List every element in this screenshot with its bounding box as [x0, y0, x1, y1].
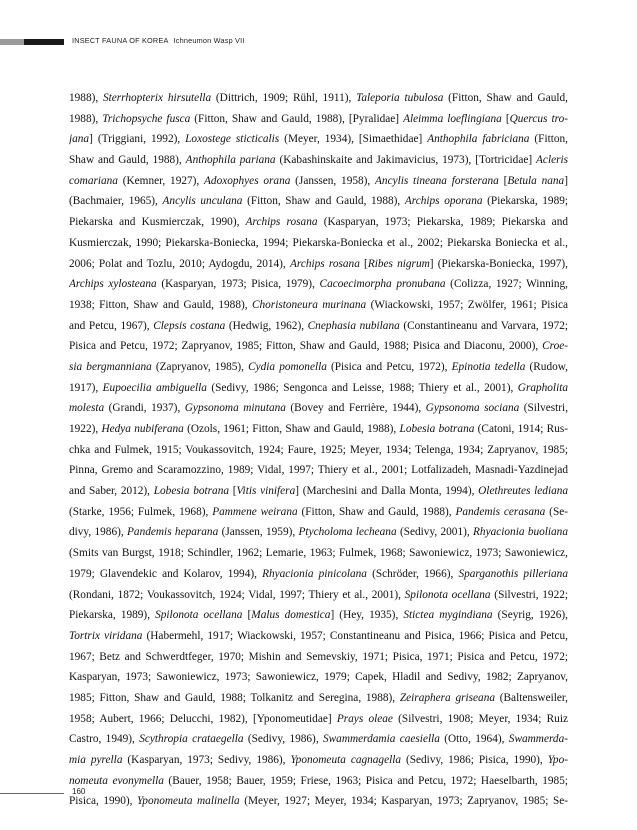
text-run: 1922),	[69, 423, 102, 435]
text-line	[69, 109, 568, 130]
text-run: Piekarska and Kusmierczak, 1990),	[69, 216, 246, 229]
text-run: (Kasparyan, 1973; Piekarska, 1989; Piekarska and	[317, 216, 568, 229]
taxon-name: Hedya nubiferana	[101, 423, 184, 435]
text-run: [	[501, 112, 510, 125]
text-run: 1979; Glavendekic and Kolarov, 1994),	[69, 567, 263, 580]
taxon-name: Anthophila pariana	[185, 154, 276, 167]
text-run: (Meyer, 1927; Meyer, 1934; Kasparyan, 1973; Zapryanov, 1985; Se-	[239, 795, 568, 808]
taxon-name: Pammene weirana	[212, 505, 298, 518]
text-line	[69, 626, 568, 647]
taxon-name: Archips rosana	[289, 257, 360, 270]
text-line	[69, 378, 568, 399]
taxon-name: Lobesia botrana	[399, 423, 475, 435]
page-number: 160	[72, 787, 86, 796]
running-header	[72, 36, 245, 45]
taxon-name: Ancylis tineana forsterana	[375, 174, 499, 187]
text-line	[69, 667, 568, 688]
text-run: ] (Hey, 1935),	[330, 609, 404, 622]
text-run: 1967; Betz and Schwerdtfeger, 1970; Mishin and Semevskiy, 1971; Pisica, 1971; Pisica and Petcu, 1972;	[69, 650, 568, 663]
text-run: Piekarska, 1989),	[69, 609, 156, 622]
taxon-name: Gypsonoma sociana	[425, 402, 520, 415]
taxon-name: Archips rosana	[245, 216, 318, 229]
text-line	[69, 171, 568, 192]
text-line	[69, 605, 568, 626]
taxon-name: Malus domestica	[251, 609, 331, 622]
taxon-name: Tortrix viridana	[69, 629, 143, 642]
taxon-name: Stictea mygindiana	[403, 609, 493, 622]
text-run: Pisica and Petcu, 1972; Zapryanov, 1985; Fitton, Shaw and Gauld, 1988; Pisica and Diaconu, 2000),	[69, 340, 543, 353]
text-run: Pinna, Gremo and Scaramozzino, 1989; Vidal, 1997; Thiery et al., 2001; Lotfalizadeh, Masnadi-Yazdinejad	[69, 464, 568, 477]
header-bar-gray	[0, 39, 24, 45]
text-line	[69, 316, 568, 337]
text-run: (Baltensweiler,	[495, 691, 568, 704]
text-line	[69, 481, 568, 502]
text-line	[69, 150, 568, 171]
text-run: divy, 1986),	[69, 526, 128, 539]
text-run: (Dittrich, 1909; Rühl, 1911),	[211, 92, 357, 104]
series-title: INSECT FAUNA OF KOREA	[72, 36, 169, 45]
taxon-name: Archips oporana	[404, 195, 483, 208]
text-run: [	[498, 174, 508, 187]
taxon-name: Grapholita	[517, 381, 568, 394]
text-line	[69, 295, 568, 316]
text-run: ]	[564, 174, 568, 187]
header-bar-black	[24, 39, 64, 45]
taxon-name: Rhyacionia buoliana	[473, 526, 568, 539]
taxon-name: Taleporia tubulosa	[356, 92, 444, 104]
text-line	[69, 398, 568, 419]
text-run: 1988),	[69, 92, 103, 104]
text-line	[69, 129, 568, 150]
taxon-name: comariana	[69, 174, 118, 187]
text-run: 1917),	[69, 381, 103, 394]
text-run: (Fitton, Shaw and Gauld, 1988),	[297, 505, 456, 518]
taxon-name: Ypo-	[547, 754, 568, 766]
text-run: (Meyer, 1934), [Simaethidae]	[279, 133, 428, 146]
text-run: (Silvestri, 1908; Meyer, 1934; Ruiz	[392, 712, 568, 725]
text-run: and Petcu, 1967),	[69, 319, 154, 332]
text-line	[69, 440, 568, 461]
taxon-name: Zeiraphera griseana	[399, 691, 495, 704]
text-run: (Constantineanu and Varvara, 1972;	[399, 319, 568, 332]
text-line	[69, 88, 568, 109]
text-run: Kusmierczak, 1990; Piekarska-Boniecka, 1994; Piekarska-Boniecka et al., 2002; Piekarska Boniecka et al.,	[69, 236, 568, 249]
text-run: (Bovey and Ferrière, 1944),	[285, 402, 426, 415]
text-run: 1938; Fitton, Shaw and Gauld, 1988),	[69, 298, 252, 311]
text-run: (Colizza, 1927; Winning,	[445, 278, 568, 291]
taxon-name: Cydia pomonella	[248, 360, 327, 373]
text-run: (Smits van Burgst, 1918; Schindler, 1962; Lemarie, 1963; Fulmek, 1968; Sawoniewicz, 1973; Sawoniewicz,	[69, 547, 568, 560]
text-run: (Starke, 1956; Fulmek, 1968),	[69, 505, 213, 518]
text-line	[69, 419, 568, 440]
text-line	[69, 750, 568, 771]
taxon-name: Spilonota ocellana	[404, 588, 491, 601]
text-line	[69, 688, 568, 709]
taxon-name: Lobesia botrana	[153, 485, 230, 498]
taxon-name: Olethreutes lediana	[478, 485, 568, 498]
taxon-name: Cacoecimorpha pronubana	[319, 278, 446, 291]
taxon-name: Yponomeuta cagnagella	[290, 754, 402, 766]
text-run: 1958; Aubert, 1966; Delucchi, 1982), [Yponomeutidae]	[69, 712, 337, 725]
taxon-name: Choristoneura murinana	[251, 298, 367, 311]
text-run: (Bachmaier, 1965),	[69, 195, 163, 208]
text-run: (Sedivy, 1986; Pisica, 1990),	[401, 754, 548, 766]
text-run: (Fitton, Shaw and Gauld, 1988),	[242, 195, 405, 208]
taxon-name: sia bergmanniana	[69, 360, 152, 373]
text-run: [	[242, 609, 252, 622]
text-run: 1988),	[69, 112, 103, 125]
text-run: (Silvestri, 1922;	[490, 588, 568, 601]
taxon-name: Swammerda-	[508, 733, 568, 746]
text-run: (Kemner, 1927),	[117, 174, 205, 187]
taxon-name: Yponomeuta malinella	[137, 795, 240, 808]
text-run: (Janssen, 1958),	[290, 174, 376, 187]
text-run: (Kabashinskaite and Jakimavicius, 1973), [Tortricidae]	[275, 154, 537, 167]
taxon-name: Gypsonoma minutana	[184, 402, 286, 415]
text-run: and Saber, 2012),	[69, 485, 154, 498]
text-line	[69, 729, 568, 750]
text-run: (Rudow,	[525, 360, 568, 373]
taxon-name: Ribes nigrum	[367, 257, 430, 270]
text-run: (Bauer, 1958; Bauer, 1959; Friese, 1963; Pisica and Petcu, 1972; Haeselbarth, 1985;	[163, 774, 568, 787]
taxon-name: Clepsis costana	[153, 319, 226, 332]
text-run: 2006; Polat and Tozlu, 2010; Aydogdu, 2014),	[69, 257, 290, 270]
text-run: (Grandi, 1937),	[104, 402, 185, 415]
volume-title: Ichneumon Wasp VII	[173, 36, 245, 45]
text-run: (Silvestri,	[519, 402, 568, 415]
text-line	[69, 502, 568, 523]
taxon-name: Scythropia crataegella	[139, 733, 244, 746]
text-run: (Schröder, 1966),	[366, 567, 459, 580]
text-run: (Fitton,	[529, 133, 568, 146]
text-run: ] (Triggiani, 1992),	[89, 133, 186, 146]
taxon-name: Vitis vinifera	[236, 485, 296, 498]
taxon-name: Acleris	[536, 154, 568, 167]
taxon-name: Archips xylosteana	[69, 278, 157, 291]
text-run: (Rondani, 1872; Voukassovitch, 1924; Vidal, 1997; Thiery et al., 2001),	[69, 588, 405, 601]
text-line	[69, 585, 568, 606]
text-run: Kasparyan, 1973; Sawoniewicz, 1973; Sawoniewicz, 1979; Capek, Hladil and Sedivy, 1982; Zapryanov,	[69, 671, 568, 684]
taxon-name: molesta	[69, 402, 105, 415]
text-line	[69, 647, 568, 668]
taxon-name: Loxostege sticticalis	[185, 133, 280, 146]
text-line	[69, 771, 568, 792]
text-run: (Piekarska, 1989;	[482, 195, 568, 208]
text-run: (Habermehl, 1917; Wiackowski, 1957; Constantineanu and Pisica, 1966; Pisica and Petcu,	[142, 629, 568, 642]
text-run: ] (Piekarska-Boniecka, 1997),	[429, 257, 568, 270]
taxon-name: jana	[69, 133, 90, 146]
taxon-name: Quercus tro-	[509, 112, 568, 125]
taxon-name: Aleimma loeflingiana	[403, 112, 502, 125]
text-run: 1985; Fitton, Shaw and Gauld, 1988; Tolkanitz and Seregina, 1988),	[69, 691, 400, 704]
taxon-name: Croe-	[542, 340, 568, 353]
taxon-name: Sparganothis pilleriana	[458, 567, 568, 580]
text-run: (Pisica and Petcu, 1972),	[326, 360, 452, 373]
taxon-name: Trichopsyche fusca	[102, 112, 191, 125]
text-run: (Kasparyan, 1973; Sedivy, 1986),	[122, 754, 291, 766]
taxon-name: Epinotia tedella	[451, 360, 526, 373]
text-line	[69, 212, 568, 233]
text-run: Shaw and Gauld, 1988),	[69, 154, 186, 167]
text-run: (Hedwig, 1962),	[225, 319, 308, 332]
text-run: (Se-	[545, 505, 568, 518]
text-line	[69, 460, 568, 481]
text-run: (Fitton, Shaw and Gauld,	[443, 92, 568, 104]
taxon-name: Swammerdamia caesiella	[323, 733, 440, 746]
taxon-name: Rhyacionia pinicolana	[262, 567, 367, 580]
text-line	[69, 564, 568, 585]
taxon-name: Sterrhopterix hirsutella	[102, 92, 212, 104]
taxon-name: Spilonota ocellana	[155, 609, 243, 622]
text-line	[69, 233, 568, 254]
taxon-name: Eupoecilia ambiguella	[102, 381, 207, 394]
text-line	[69, 357, 568, 378]
text-line	[69, 191, 568, 212]
taxon-name: Betula nana	[507, 174, 565, 187]
taxon-name: mia pyrella	[69, 754, 123, 766]
text-run: (Wiackowski, 1957; Zwölfer, 1961; Pisica	[366, 298, 568, 311]
taxon-name: Anthophila fabriciana	[427, 133, 530, 146]
text-run: (Catoni, 1914; Rus-	[474, 423, 568, 435]
text-run: (Sedivy, 1986),	[243, 733, 323, 746]
taxon-name: Adoxophyes orana	[204, 174, 291, 187]
taxon-name: Pandemis heparana	[127, 526, 219, 539]
taxon-name: Cnephasia nubilana	[307, 319, 400, 332]
taxon-name: Ancylis unculana	[162, 195, 243, 208]
body-text	[69, 88, 568, 812]
text-line	[69, 522, 568, 543]
text-run: chka and Fulmek, 1915; Voukassovitch, 1924; Faure, 1925; Meyer, 1934; Telenga, 1934; Zapryanov, 1985;	[69, 443, 568, 456]
text-run: (Kasparyan, 1973; Pisica, 1979),	[156, 278, 320, 291]
text-line	[69, 791, 568, 812]
text-line	[69, 709, 568, 730]
taxon-name: nomeuta evonymella	[69, 774, 164, 787]
taxon-name: Prays oleae	[336, 712, 393, 725]
text-line	[69, 336, 568, 357]
taxon-name: Pandemis cerasana	[455, 505, 546, 518]
text-run: (Janssen, 1959),	[218, 526, 299, 539]
text-run: Castro, 1949),	[69, 733, 140, 746]
text-run: (Sedivy, 2001),	[396, 526, 474, 539]
text-line	[69, 543, 568, 564]
text-run: (Ozols, 1961; Fitton, Shaw and Gauld, 1988),	[183, 423, 400, 435]
text-run: (Zapryanov, 1985),	[151, 360, 249, 373]
text-run: [	[359, 257, 368, 270]
text-run: [	[229, 485, 237, 498]
text-line	[69, 254, 568, 275]
text-line	[69, 274, 568, 295]
text-run: (Fitton, Shaw and Gauld, 1988), [Pyralidae]	[190, 112, 404, 125]
text-run: ] (Marchesini and Dalla Monta, 1994),	[295, 485, 479, 498]
text-run: Pisica, 1990),	[69, 795, 138, 808]
text-run: (Seyrig, 1926),	[492, 609, 568, 622]
taxon-name: Ptycholoma lecheana	[298, 526, 397, 539]
text-run: (Otto, 1964),	[439, 733, 509, 746]
footer-rule	[0, 793, 64, 794]
text-run: (Sedivy, 1986; Sengonca and Leisse, 1988; Thiery et al., 2001),	[206, 381, 518, 394]
